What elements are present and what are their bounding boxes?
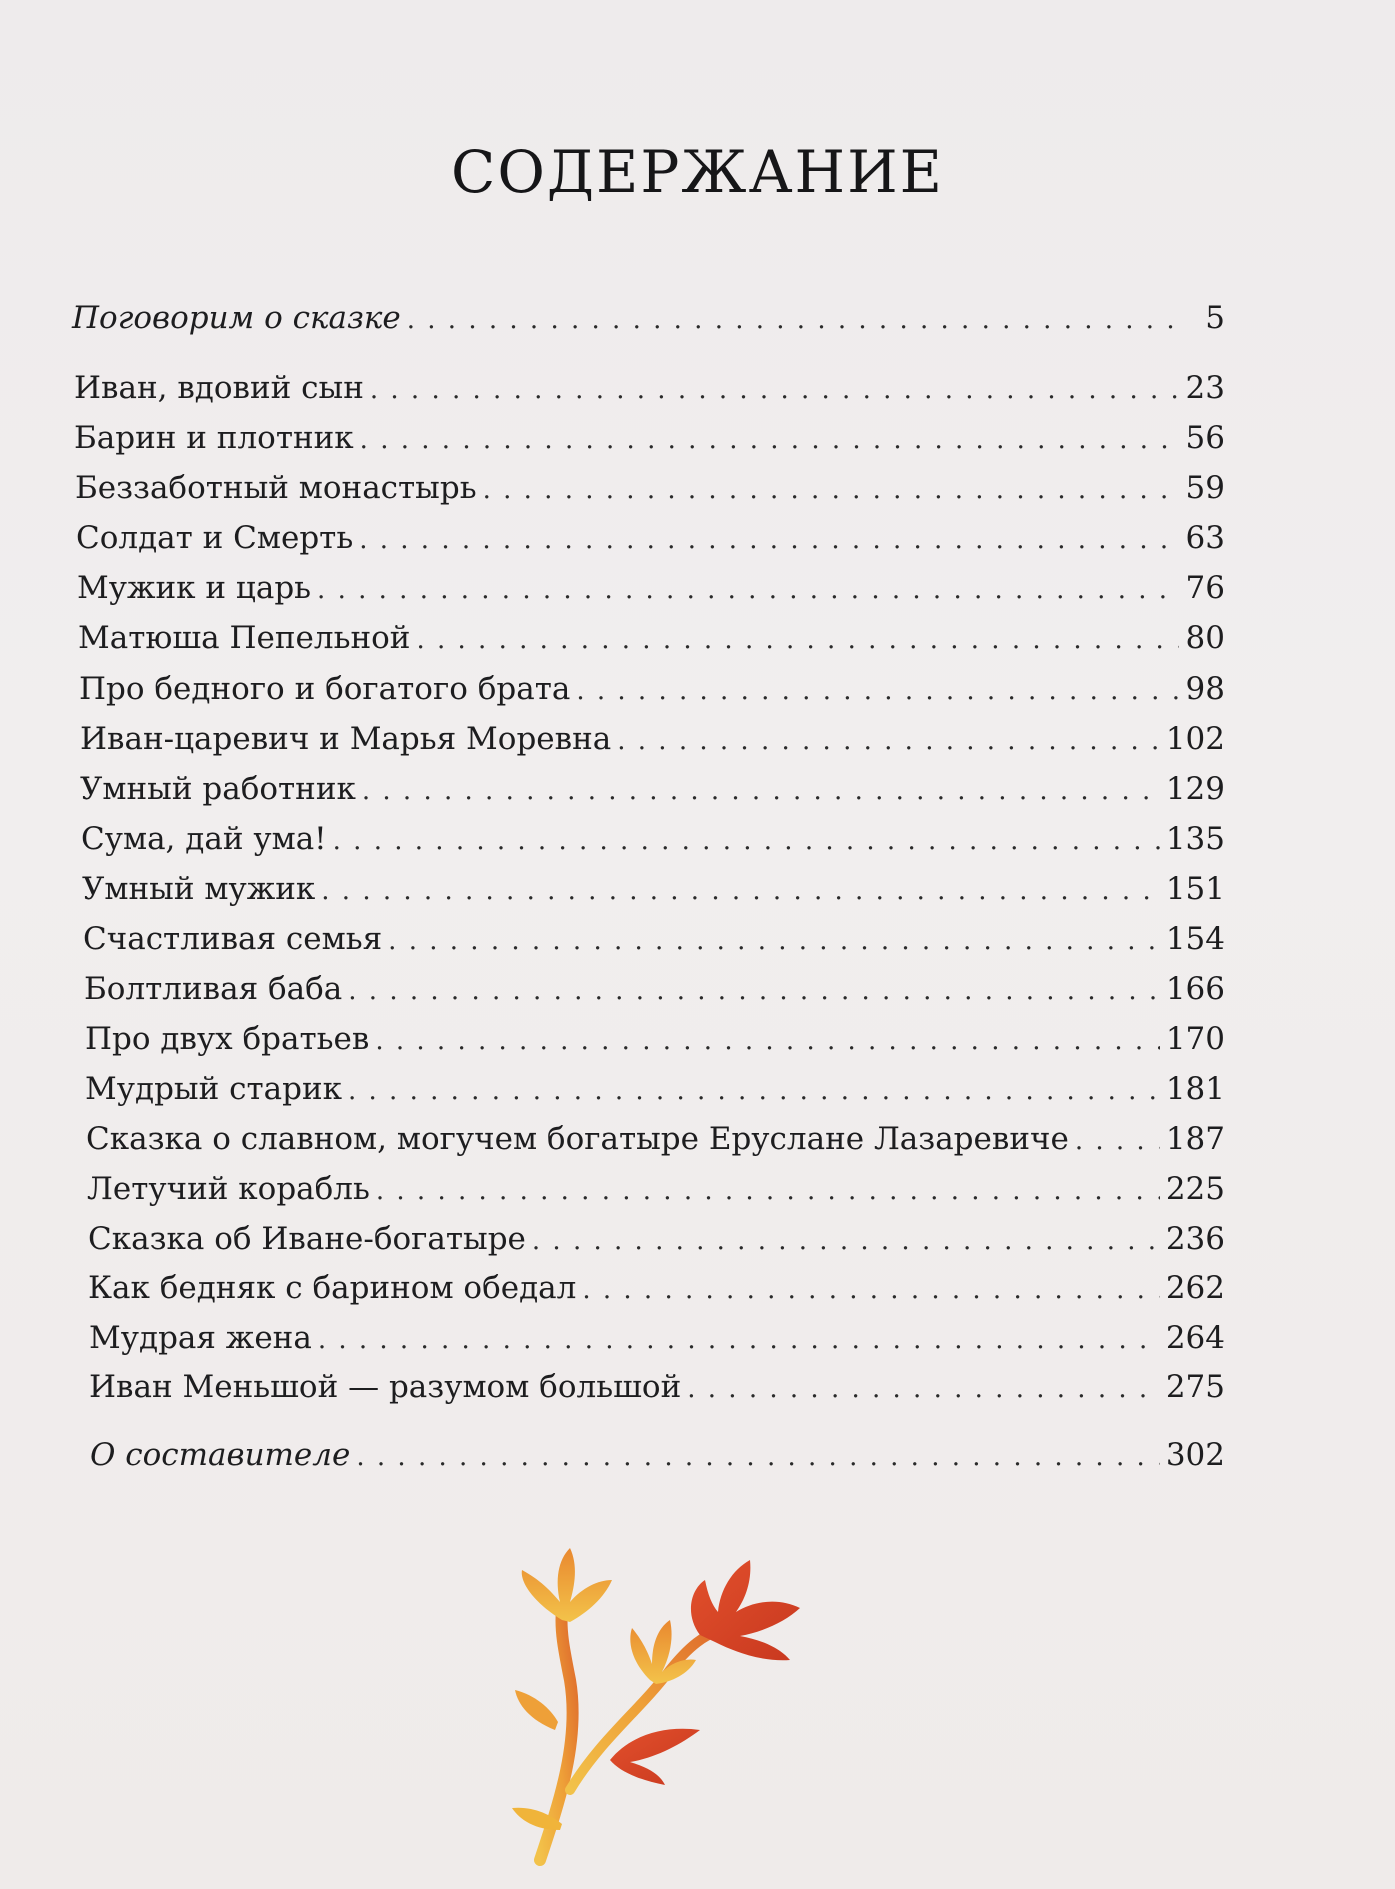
toc-entry-page: 135 <box>1165 821 1225 857</box>
toc-entry <box>72 298 1225 340</box>
toc-entry-page: 59 <box>1185 470 1225 506</box>
toc-entry-page: 151 <box>1165 871 1225 907</box>
toc-entry-title: Поговорим о сказке <box>72 300 401 336</box>
toc-entry-title: Умный работник <box>80 771 356 807</box>
toc-entry <box>78 618 1225 660</box>
toc-entry-title: Умный мужик <box>82 871 316 907</box>
dot-leader <box>360 420 1179 460</box>
toc-entry-page: 225 <box>1165 1171 1225 1207</box>
toc-entry-page: 262 <box>1165 1270 1225 1306</box>
toc-entry-title: Сума, дай ума! <box>81 821 327 857</box>
dot-leader <box>483 470 1179 510</box>
toc-entry-page: 56 <box>1185 420 1225 456</box>
toc-entry-page: 98 <box>1185 671 1225 707</box>
toc-entry <box>88 1219 1225 1261</box>
page-title: СОДЕРЖАНИЕ <box>450 138 945 206</box>
toc-entry-page: 166 <box>1165 971 1225 1007</box>
toc-entry-page: 181 <box>1165 1071 1225 1107</box>
floral-ornament-icon <box>500 1540 830 1870</box>
dot-leader <box>348 1071 1160 1111</box>
dot-leader <box>687 1369 1160 1409</box>
toc-entry-title: Матюша Пепельной <box>78 620 411 656</box>
dot-leader <box>376 1171 1160 1211</box>
toc-entry-title: Иван, вдовий сын <box>74 370 364 406</box>
toc-entry-title: Солдат и Смерть <box>76 520 354 556</box>
toc-entry-page: 80 <box>1185 620 1225 656</box>
dot-leader <box>321 871 1160 911</box>
toc-entry-page: 302 <box>1165 1437 1225 1473</box>
dot-leader <box>1075 1121 1160 1161</box>
toc-entry-page: 5 <box>1205 300 1225 336</box>
toc-entry <box>84 969 1225 1011</box>
toc-entry <box>85 1019 1225 1061</box>
toc-entry <box>85 1069 1225 1111</box>
toc-entry-title: Про бедного и богатого брата <box>79 671 571 707</box>
dot-leader <box>532 1221 1160 1261</box>
toc-entry-page: 102 <box>1165 721 1225 757</box>
toc-entry-title: Как бедняк с барином обедал <box>88 1270 577 1306</box>
dot-leader <box>348 971 1160 1011</box>
toc-entry-page: 129 <box>1165 771 1225 807</box>
toc-entry-title: Беззаботный монастырь <box>75 470 477 506</box>
toc-entry-title: Барин и плотник <box>74 420 354 456</box>
dot-leader <box>359 520 1179 560</box>
toc-entry <box>89 1318 1225 1360</box>
toc-entry <box>90 1435 1225 1477</box>
toc-entry <box>89 1367 1225 1409</box>
dot-leader <box>582 1270 1159 1310</box>
toc-entry <box>80 769 1225 811</box>
toc-entry <box>86 1119 1225 1161</box>
dot-leader <box>617 721 1160 761</box>
toc-entry-title: Счастливая семья <box>83 921 383 957</box>
dot-leader <box>317 570 1179 610</box>
toc-entry-page: 76 <box>1185 570 1225 606</box>
toc-entry-title: Сказка об Иване-богатыре <box>88 1221 526 1257</box>
dot-leader <box>356 1437 1159 1477</box>
toc-entry-title: Иван Меньшой — разумом большой <box>89 1369 682 1405</box>
dot-leader <box>416 620 1179 660</box>
toc-entry-page: 170 <box>1165 1021 1225 1057</box>
toc-entry <box>79 669 1225 711</box>
toc-entry-page: 236 <box>1165 1221 1225 1257</box>
toc-entry <box>81 819 1225 861</box>
toc-entry <box>83 919 1225 961</box>
toc-entry-title: Болтливая баба <box>84 971 343 1007</box>
toc-entry <box>87 1169 1225 1211</box>
dot-leader <box>318 1320 1160 1360</box>
toc-entry <box>75 468 1225 510</box>
toc-entry-page: 187 <box>1165 1121 1225 1157</box>
dot-leader <box>370 370 1179 410</box>
toc-entry <box>74 418 1225 460</box>
toc-entry-page: 23 <box>1185 370 1225 406</box>
dot-leader <box>407 300 1179 340</box>
toc-entry <box>88 1268 1225 1310</box>
toc-entry-title: Сказка о славном, могучем богатыре Еруслане Лазаревиче <box>86 1121 1069 1157</box>
toc-entry-title: Про двух братьев <box>85 1021 370 1057</box>
dot-leader <box>388 921 1160 961</box>
toc-entry-title: Мудрый старик <box>85 1071 342 1107</box>
dot-leader <box>362 771 1160 811</box>
dot-leader <box>333 821 1160 861</box>
toc-entry-title: Иван-царевич и Марья Моревна <box>80 721 612 757</box>
toc-entry <box>80 719 1225 761</box>
toc-entry-page: 264 <box>1165 1320 1225 1356</box>
toc-entry-page: 275 <box>1165 1369 1225 1405</box>
dot-leader <box>576 671 1179 711</box>
toc-entry <box>76 518 1225 560</box>
toc-entry-title: Мужик и царь <box>77 570 312 606</box>
toc-entry-title: О составителе <box>90 1437 351 1473</box>
toc-entry-title: Мудрая жена <box>89 1320 312 1356</box>
toc-entry <box>77 568 1225 610</box>
toc-entry-page: 154 <box>1165 921 1225 957</box>
toc-entry-page: 63 <box>1185 520 1225 556</box>
toc-entry-title: Летучий корабль <box>87 1171 370 1207</box>
dot-leader <box>375 1021 1160 1061</box>
toc-entry <box>74 368 1225 410</box>
toc-entry <box>82 869 1225 911</box>
